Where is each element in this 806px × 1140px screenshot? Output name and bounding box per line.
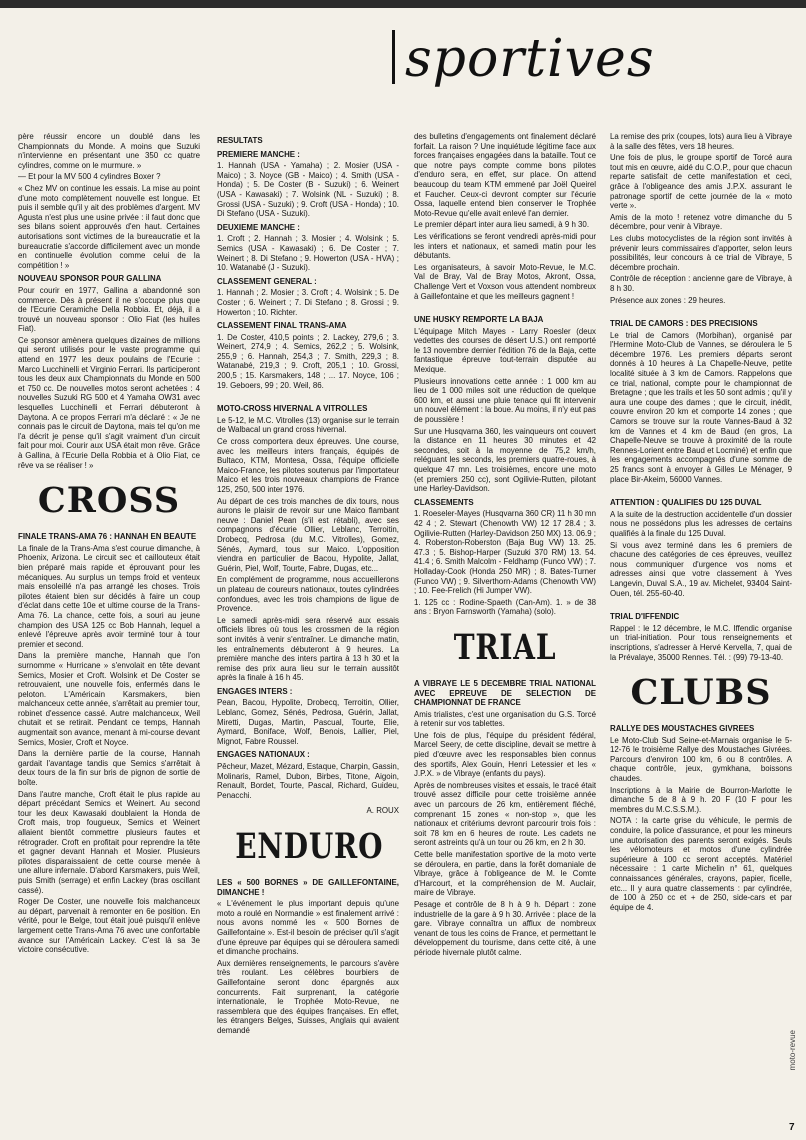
article-heading: TRIAL D'IFFENDIC: [610, 612, 680, 622]
paragraph: « L'événement le plus important depuis qu'une moto a roulé en Normandie » est finalement arrivé : nous avons nommé les « 500 Bornes de Gaillefontaine ». Est-il besoin de préciser qu'il s'agit d'une épreuve par équipes qui se déroulera samedi et dimanche prochains.: [217, 899, 399, 957]
article-heading: TRIAL DE CAMORS : DES PRECISIONS: [610, 319, 758, 329]
article-heading: UNE HUSKY REMPORTE LA BAJA: [414, 315, 544, 325]
section-banner: TRIAL: [453, 626, 557, 668]
paragraph: L'équipage Mitch Mayes - Larry Roesler (deux vedettes des courses de désert U.S.) ont remporté le 13 novembre dernier l'édition 76 de la Baja, cette fantastique épreuve tout-terrain disputée au Mexique.: [414, 326, 596, 375]
paragraph: 1. Roeseler-Mayes (Husqvarna 360 CR) 11 h 30 mn 42 4 ; 2. Stewart (Chenowth VW) 12 17 28.4 ; 3. Ogilivie-Rutten (Harley-Davidson 250 MX) 13. 06.9 ; 4. Roberston-Roberston (Baja Bug VW) 13. 25. 47.3 ; 5. Bishop-Harper (Suzuki 370 RM) 13. 54. 41.4 ; 6. Smith Malcolm - Feldhamp (Funco VW) ; 7. Holladay-Cook (Honda 250 MR) ; 8. Bates-Turner (Funco VW) ; 9. Silverthorn-Adams (Chenowth VW) ; 10. Fee-Frelich (Hi Jumper VW).: [414, 509, 597, 596]
paragraph: A la suite de la destruction accidentelle d'un dossier nous ne possédons plus les adresses de certains qualifiés à la finale du 125 Duval.: [610, 509, 792, 538]
paragraph: La finale de la Trans-Ama s'est courue dimanche, à Phoenix, Arizona. Le circuit sec et caillouteux était bien préparé mais rapide et éprouvant pour les mécaniques. Au surplus un temps froid et venteux mais ensoleillé n'a pas arrangé les choses. Trois pilotes étaient bien sur décidés à faire un coup d'éclat dans cette 10e et ultime course de la Trans-Ama 76. La chance, cette fois, a souri au jeune champion des USA 125 cc Bob Hannah, lequel a enlevé l'épreuve après avoir terminé tour à tour premier et second.: [18, 543, 200, 649]
paragraph: 1. Hannah (USA - Yamaha) ; 2. Mosier (USA - Maico) ; 3. Noyce (GB - Maico) ; 4. Smith (USA - Honda) ; 5. De Coster (B - Suzuki) ; 6. Weinert (USA - Kawasaki) ; 7. Wolsink (NL - Suzuki) ; 8. Grossi (USA - Suzuki) ; 9. Croft (USA - Honda) ; 10. Di Stefano (USA - Suzuki).: [217, 161, 399, 219]
paragraph: — Et pour la MV 500 4 cylindres Boxer ?: [18, 172, 161, 182]
paragraph: Le trial de Camors (Morbihan), organisé par l'Hermine Moto-Club de Vannes, se déroulera le 5 décembre 1976. Les premiers départs seront donnés à 10 heures à La Chapelle-Neuve, petite localité située à 3 km de Camors. Rappelons que ce trial, national, compte pour le championnat de Bretagne ; que les trails et les 50 sont admis ; qu'il y aura une coupe des dames ; que le circuit, inédit, couvre environ 20 km et comporte 14 zones ; que Camors se trouve sur la route Vannes-Baud à 32 km de Vannes et 4 km de Baud (en gros, La Chapelle-Neuve se trouve à proximité de la route Rennes-Lorient entre Baud et Locminé) et enfin que les engagements accompagnés d'une somme de 25 francs sont à envoyer à Gilles Le Ménager, 9 place Bir-Akeim, 56000 Vannes.: [610, 330, 792, 484]
article-heading: PREMIERE MANCHE :: [217, 149, 300, 159]
paragraph: Le Moto-Club Sud Seine-et-Marnais organise le 5-12-76 le troisième Rallye des Moustaches Givrées. Parcours d'environ 100 km, 6 ou 8 contrôles. A chaque contrôle, jeux, gymkhana, boissons chaudes.: [610, 735, 792, 784]
paragraph: Contrôle de réception : ancienne gare de Vibraye, à 8 h 30.: [610, 274, 792, 293]
paragraph: Cette belle manifestation sportive de la moto verte se déroulera, en partie, dans la forêt domaniale de Vibraye, grâce à l'obligeance de M. le Comte d'Harcourt, et la compréhension de M. Auclair, maire de Vibraye.: [414, 850, 596, 898]
paragraph: Présence aux zones : 29 heures.: [610, 295, 726, 305]
paragraph: Le samedi après-midi sera réservé aux essais officiels libres où tous les crossmen de la région sont invités à venir s'entraîner. Le dimanche matin, les entraînements débuteront à 9 heures. La première manche des inters partira à 13 h 30 et la remise des prix aura lieu sur le terrain aussitôt après la finale à 16 h 45.: [217, 615, 399, 683]
paragraph: Après de nombreuses visites et essais, le tracé était trouvé assez difficile pour cette troisième année avec un parcours de 26 km, entièrement fléché, comprenant 15 zones « non-stop », que les nationaux et critériums devront parcourir trois fois : soit 78 km en 6 heures de route. Les cadets ne seront astreints qu'à un tour ou 26 km, en 2 h 30.: [414, 780, 597, 848]
paragraph: Dans l'autre manche, Croft était le plus rapide au départ précédant Semics et Weinert. Au second tour les deux Kawasaki doublaient la Honda de Croft mais, trop fougueux, Semics et Weinert allaient bientôt commettre plusieurs fautes et rétrograder. Croft en profitait pour reprendre la tête et gagner devant Hannah et Mosier. Plusieurs pilotes disparaissaient de cette course menée à une allure infernale. D'abord Karsmakers, puis Weil, puis Smith (serrage) et enfin Lackey (bras oscillant cassé).: [18, 789, 200, 895]
paragraph: Une fois de plus, l'équipe du président fédéral, Marcel Seery, de cette discipline, devait se mettre à pied d'œuvre avec les responsables bien connus des sportifs, Alex Gouin, Henri Letessier et les « J.P.X. » de Vibraye (enfants du pays).: [414, 730, 596, 779]
paragraph: Ce cross comportera deux épreuves. Une course, avec les meilleurs inters français, équipés de Bultaco, KTM, Montesa, Ossa, l'équipe officielle Maico-France, les pilotes soutenus par l'importateur Maico et les trois nouveaux champions de France 125, 250, 500 inter 1976.: [217, 437, 399, 494]
spacer: [414, 303, 596, 311]
paragraph: Amis trialistes, c'est une organisation du G.S. Torcé à retenir sur vos tablettes.: [414, 709, 596, 729]
paragraph: 1. Croft ; 2. Hannah ; 3. Mosier ; 4. Wolsink ; 5. Semics (USA - Kawasaki) ; 6. De Coster ; 7. Weinert ; 8. Di Stefano ; 9. Howerton (USA - HVA) ; 10. Watanabé (J - Suzuki).: [217, 234, 399, 273]
article-heading: CLASSEMENT GENERAL :: [217, 276, 317, 286]
article-heading: CLASSEMENTS: [414, 497, 474, 507]
paragraph: Amis de la moto ! retenez votre dimanche du 5 décembre, pour venir à Vibraye.: [610, 212, 792, 232]
title-bar: [392, 30, 395, 84]
article-heading: DEUXIEME MANCHE :: [217, 222, 300, 232]
paragraph: Dans la dernière partie de la course, Hannah gardait l'avantage tandis que Semics s'arrêtait à deux tours de la fin sur bris de pignon de sortie de boîte.: [18, 749, 200, 788]
paragraph: Pêcheur, Mazet, Mézard, Estaque, Charpin, Gassin, Molinaris, Ramel, Dubon, Birbes, Titone, Aigoin, Renault, Bordet, Tourte, Pascal, Richard, Guideu, Penacchi.: [217, 762, 400, 800]
column-2: [217, 132, 399, 1038]
paragraph: « Chez MV on continue les essais. La mise au point d'une moto complètement nouvelle est longue. Et puis il semble qu'il y ait des problèmes d'argent. MV Agusta n'est plus une usine privée : il faut donc que ses bilans soient approuvés d'en haut. Certaines autorisations sont victimes de la bureaucratie et la bureaucratie s'accorde difficilement avec un monde en continuelle évolution comme celui de la compétition ! »: [18, 183, 200, 270]
paragraph: Inscriptions à la Mairie de Bourron-Marlotte le dimanche 5 de 8 à 9 h. 20 F (10 F pour les membres du M.C.S.S.M.).: [610, 785, 792, 814]
paragraph: Le premier départ inter aura lieu samedi, à 9 h 30.: [414, 220, 590, 230]
section-banner: CLUBS: [630, 672, 772, 714]
author-signature: A. ROUX: [366, 806, 399, 816]
paragraph: Pesage et contrôle de 8 h à 9 h. Départ : zone industrielle de la gare à 9 h 30. Arrivée : place de la gare. Vibraye connaîtra un afflux de nombreux venant de tous les coins de France, et permettant le développement du tourisme, dans cette cité, à une période hivernale plutôt calme.: [414, 899, 596, 957]
paragraph: Rappel : le 12 décembre, le M.C. Iffendic organise un trial-initiation. Pour tous renseignements et inscriptions, s'adresser à Hervé Kervella, 7, quai de la Prévalaye, 35000 Rennes. Tél. : (99) 79-13-40.: [610, 623, 792, 662]
paragraph: Roger De Coster, une nouvelle fois malchanceux au départ, parvenait à remonter en 6e position. En vérité, pour le Belge, tout était joué puisqu'il enlève largement cette Trans-Ama 76 avec une confortable avance sur l'Américain Lackey. C'est là sa 3e victoire consécutive.: [18, 897, 200, 955]
side-publication-label: moto-revue: [788, 1030, 797, 1071]
paragraph: Plusieurs innovations cette année : 1 000 km au lieu de 1 000 miles soit une réduction de quelque 600 km, et aussi une pluie tenace qui fit intervenir un nouvel élément : la boue. Au moins, il n'y eut pas de poussière !: [414, 376, 596, 425]
article-heading: RALLYE DES MOUSTACHES GIVREES: [610, 724, 755, 734]
section-banner: ENDURO: [235, 826, 384, 867]
paragraph: 1. Hannah ; 2. Mosier ; 3. Croft ; 4. Wolsink ; 5. De Coster ; 6. Weinert ; 7. Di Stefano ; 8. Grossi ; 9. Howerton ; 10. Richter.: [217, 288, 399, 317]
article-heading: ENGAGES INTERS :: [217, 686, 293, 696]
paragraph: des bulletins d'engagements ont finalement déclaré forfait. La raison ? Une inquiétude légitime face aux forces françaises engagées dans la bataille. Tout ce que notre pays compte comme bons pilotes d'enduro sera, en effet, sur place. On attend beaucoup du team KTM emmené par Joël Queirel et Faucher. Ceux-ci devront compter sur l'écurie Ossa, laquelle entend bien conserver le Trophée Moto-Revue qu'elle avait enlevé l'an dernier.: [414, 132, 596, 218]
paragraph: Les clubs motocyclistes de la région sont invités à prévenir leurs commissaires d'apporter, selon leurs possibilités, leur concours à ce trial de Vibraye, 5 décembre prochain.: [610, 233, 792, 272]
spacer: [610, 307, 792, 315]
article-heading: ATTENTION : QUALIFIES DU 125 DUVAL: [610, 498, 762, 508]
section-title: [392, 29, 655, 89]
article-heading: ENGAGES NATIONAUX :: [217, 750, 310, 760]
paragraph: La remise des prix (coupes, lots) aura lieu à Vibraye à la salle des fêtes, vers 18 heures.: [610, 132, 792, 151]
paragraph: Les vérifications se feront vendredi après-midi pour les inters et nationaux, et samedi matin pour les débutants.: [414, 231, 596, 261]
column-1: [18, 132, 200, 957]
paragraph: père réussir encore un doublé dans les Championnats du Monde. A moins que Suzuki n'intervienne en présentant une 350 cc quatre cylindres, comme on le murmure. »: [18, 132, 200, 170]
paragraph: NOTA : la carte grise du véhicule, le permis de conduire, la police d'assurance, et pour les mineurs une autorisation des parents seront exigés. Seuls les vélomoteurs et motos d'une cylindrée supérieure à 100 cc seront acceptés. Matériel nécessaire : 1 carte Michelin n° 61, quelques connaissances générales, crayons, papier, ficelle, etc... Il y aura quatre classements : par cylindrée, de 100 à 250 cc et + de 250, side-cars et par équipe de 4.: [610, 816, 792, 912]
spacer: [610, 486, 792, 494]
article-heading: MOTO-CROSS HIVERNAL A VITROLLES: [217, 404, 368, 414]
paragraph: Pour courir en 1977, Gallina a abandonné son commerce. Dès à présent il ne s'occupe plus que de l'Ecurie Ceramiche Della Robbia. Et, déjà, il a trouvé un nouveau sponsor : Olio Fiat (les huiles Fiat).: [18, 285, 200, 334]
paragraph: 1. De Coster, 410,5 points ; 2. Lackey, 279,6 ; 3. Weinert, 274,9 ; 4. Semics, 262,2 ; 5. Wolsink, 255,9 ; 6. Hannah, 254,3 ; 7. Smith, 229,3 ; 8. Watanabé, 219,3 ; 9. Croft, 205,1 ; 10. Grossi, 200,5 ; 15. Karsmakers, 148 ; ... 17. Noyce, 106 ; 19. Geboers, 99 ; 20. Weil, 86.: [217, 332, 399, 390]
paragraph: Le 5-12, le M.C. Vitrolles (13) organise sur le terrain de Walbacal un grand cross hivernal.: [217, 415, 399, 435]
paragraph: En complément de programme, nous accueillerons un plateau de coureurs nationaux, toutes cylindrées confondues, avec les trois champions de ligue de Provence.: [217, 575, 399, 614]
spacer: [610, 600, 792, 608]
section-banner: CROSS: [37, 480, 181, 522]
page-number: 7: [789, 1122, 795, 1133]
paragraph: Si vous avez terminé dans les 6 premiers de chacune des catégories de ces épreuves, veuillez nous communiquer d'urgence vos noms et adresses ainsi que votre classement à Yves Langevin, Duval S.A., 19 av. Michelet, 93404 Saint-Ouen, tél. 255-60-40.: [610, 540, 792, 598]
article-heading: A VIBRAYE LE 5 DECEMBRE TRIAL NATIONAL AVEC EPREUVE DE SELECTION DE CHAMPIONNAT DE FRANCE: [414, 678, 596, 708]
article-heading: CLASSEMENT FINAL TRANS-AMA: [217, 321, 347, 331]
header-rule: [0, 0, 806, 8]
article-heading: LES « 500 BORNES » DE GAILLEFONTAINE, DIMANCHE !: [217, 878, 399, 897]
paragraph: Dans la première manche, Hannah que l'on surnomme « Hurricane » s'envolait en tête devant Semics, Mosier et Croft. Wolsink et De Coster se retrouvaient, une nouvelle fois, enfermés dans le peloton. L'Américain Karsmakers, bien malchanceux cette année, s'arrêtait au premier tour, robinet d'essence cassé. Autre malchanceux, Weil chutait et se retirait. Pendant ce temps, Hannah augmentait son avance, menant à mi-course devant Semics, Mosier, Croft et Noyce.: [18, 651, 200, 747]
paragraph: Au départ de ces trois manches de dix tours, nous aurons le plaisir de revoir sur une Maico flambant neuve : Daniel Pean (s'il est rétabli), avec ses compagnons d'écurie Ollier, Leblanc, Terroitin, Drobecq, Pedrosa (du M.C. Vitrolles), Gomez, Sénés, Aymard, tous sur Maico. L'opposition viendra en particulier de Bacou, Hypolite, Jallat, Guérin, Piel, Wolf, Tourte, Fabre, Dugas, etc...: [217, 496, 399, 573]
spacer: [217, 392, 399, 400]
column-3: [414, 132, 596, 960]
paragraph: Une fois de plus, le groupe sportif de Torcé aura tout mis en œuvre, aidé du C.O.P., pour que chacun reparte satisfait de cette manifestation et ceci, grâce à l'obligeance des amis J.P.X. assurant le patronage sportif de cette journée de la « moto verte ».: [610, 153, 792, 211]
article-heading: NOUVEAU SPONSOR POUR GALLINA: [18, 274, 162, 284]
section-title-text: sportives: [405, 29, 655, 89]
paragraph: 1. 125 cc : Rodine-Spaeth (Can-Am). 1. » de 38 ans : Bryon Farnsworth (Yamaha) (solo).: [414, 597, 596, 617]
paragraph: Les organisateurs, à savoir Moto-Revue, le M.C. Val de Bray, Val de Bray Motos, Akront, Ossa, Challenge Vert et Voxson vous attendent nombreux à Gaillefontaine et que les meilleurs gagnent !: [414, 262, 596, 301]
paragraph: Pean, Bacou, Hypolite, Drobecq, Terroitin, Ollier, Leblanc, Gomez, Sénés, Pedrosa, Guérin, Jallat, Miretti, Dugas, Martin, Pascual, Tourte, Elie, Aymard, Boniface, Wolf, Benois, Lallier, Piel, Mignot, Fabre Roussel.: [217, 698, 399, 746]
column-4: [610, 132, 792, 914]
paragraph: Ce sponsor amènera quelques dizaines de millions qui seront utilisés pour le vaste programme qui attend en 1977 les deux poulains de l'Ecurie : Marco Lucchinelli et Virginio Ferrari. Ils participeront tous les deux aux Championnats du Monde en 500 et 750 cc. De nouvelles motos seront achetées : 4 nouvelles Suzuki RG 500 et 4 Yamaha OW31 avec lesquelles Lucchinelli et Ferrari débuteront à Daytona. A ce propos Ferrari m'a déclaré : « Je ne connais pas le circuit de Daytona, mais tel qu'on me l'a décrit je pense qu'il s'agit vraiment d'un circuit fait pour moi. Courir aux USA était mon rêve. Grâce à Gallina, à l'Ecurie Della Robbia et à Olio Fiat, ce rêve va se réaliser ! »: [18, 335, 200, 470]
paragraph: Aux dernières renseignements, le parcours s'avère très roulant. Les célèbres bourbiers de Gaillefontaine seront donc épargnés aux concurrents. Fait surprenant, la catégorie internationale, le Trophée Moto-Revue, ne rassemblera que des équipes françaises. En effet, les étrangers Belges, Suisses, Anglais qui avaient demandé: [217, 958, 399, 1035]
article-heading: RESULTATS: [217, 136, 263, 145]
article-heading: FINALE TRANS-AMA 76 : HANNAH EN BEAUTE: [18, 532, 197, 542]
paragraph: Sur une Husqvarna 360, les vainqueurs ont couvert la distance en 11 heures 30 minutes et 42 secondes, soit à la moyenne de 75,2 km/h, reléguant les seconds, les premiers quatre-roues, à quelque 47 mn. Les troisièmes, encore une moto (et premiers 250 cc), sont Ogilivie-Rutten, pilotant une Harley-Davidson.: [414, 426, 596, 494]
